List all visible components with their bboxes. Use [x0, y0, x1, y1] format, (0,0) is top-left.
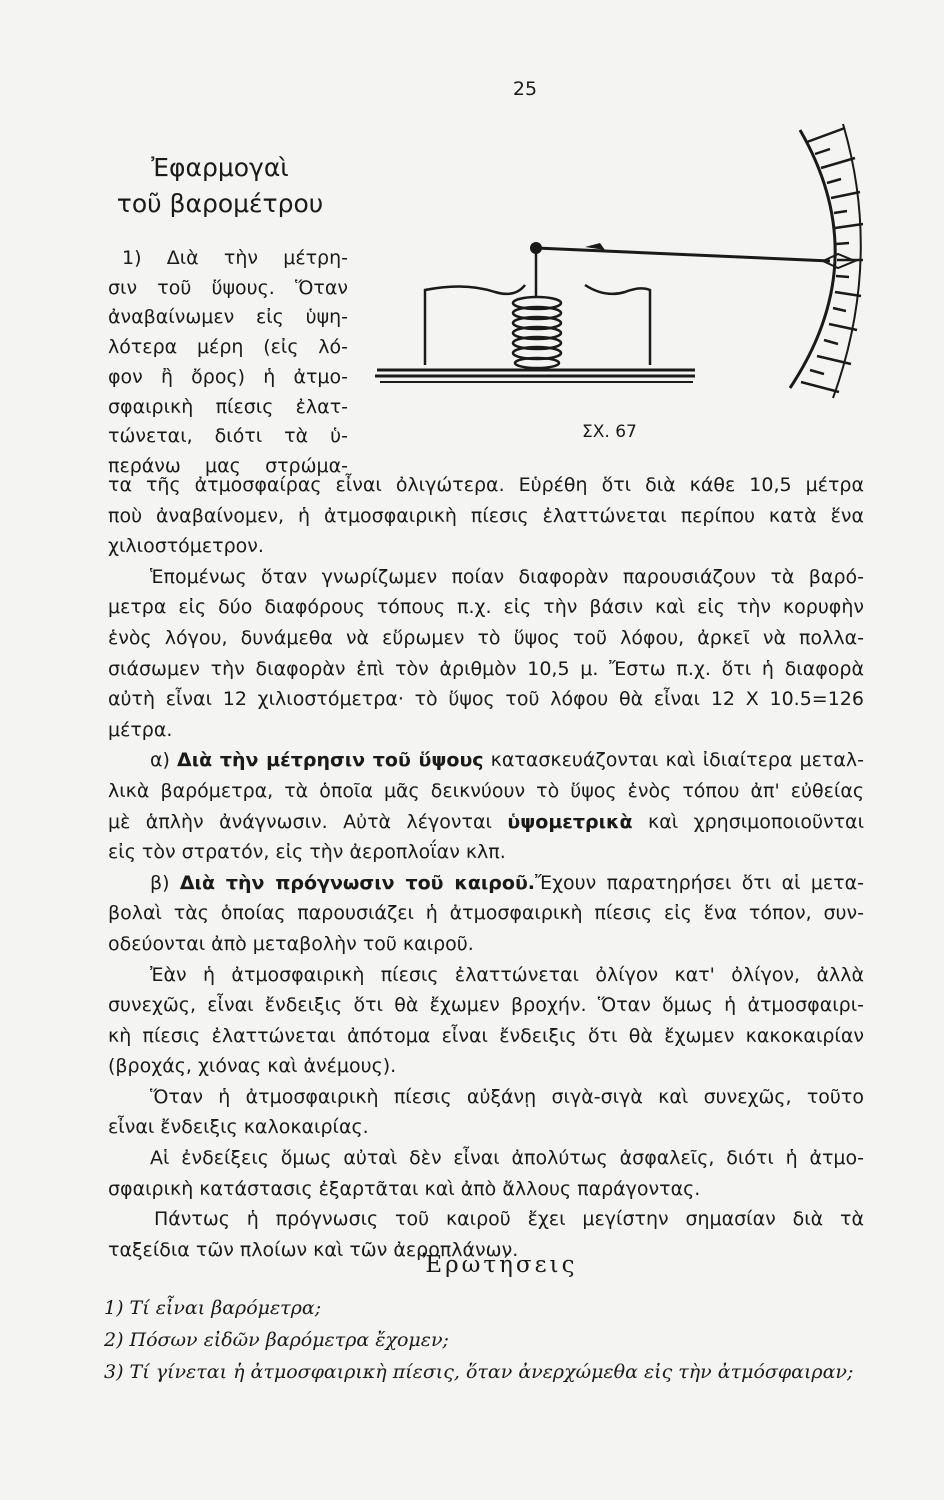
- section-a-prefix: α): [150, 749, 178, 772]
- aneroid-barometer-figure: [355, 120, 875, 450]
- text-line: φον ἢ ὄρος) ἡ ἀτμο-: [108, 365, 348, 388]
- text-line: 1) Διὰ τὴν μέτρη-: [122, 247, 348, 269]
- text-line: ἀναβαίνωμεν εἰς ὑψη-: [108, 306, 348, 329]
- questions-list: [104, 1292, 854, 1388]
- question-item: 2) Πόσων εἰδῶν βαρόμετρα ἔχομεν;: [104, 1329, 449, 1351]
- section-b-heading: Διὰ τὴν πρόγνωσιν τοῦ καιροῦ.: [179, 871, 536, 894]
- figure-caption: ΣΧ. 67: [582, 422, 637, 442]
- text-line: κὴ πίεσις ἐλαττώνεται ἀπότομα εἶναι ἔνδειξις ὅτι θὰ ἔχωμεν κακοκαιρίαν: [108, 1024, 864, 1047]
- text-line: συνεχῶς, εἶναι ἔνδειξις ὅτι θὰ ἔχωμεν βροχήν. Ὅταν ὅμως ἡ ἀτμοσφαιρι-: [108, 994, 864, 1017]
- text-line: λότερα μέρη (εἰς λό-: [108, 336, 348, 359]
- question-item: 1) Τί εἶναι βαρόμετρα;: [104, 1297, 322, 1319]
- main-text: [108, 470, 864, 1265]
- text-line: Ἑπομένως ὅταν γνωρίζωμεν ποίαν διαφορὰν παρουσιάζουν τὰ βαρό-: [150, 565, 864, 588]
- text-line: Πάντως ἡ πρόγνωσις τοῦ καιροῦ ἔχει μεγίστην σημασίαν διὰ τὰ: [154, 1208, 864, 1231]
- questions-heading: Ἐρωτήσεις: [422, 1252, 578, 1278]
- title-line-2: τοῦ βαρομέτρου: [116, 189, 324, 218]
- text-line: [108, 807, 864, 838]
- title-line-1: Ἐφαρμογαὶ: [151, 153, 289, 182]
- altimeter-term: ὑψομετρικὰ: [507, 810, 633, 833]
- text-line: εἰς τὸν στρατόν, εἰς τὴν ἀεροπλοΐαν κλπ.: [108, 841, 506, 864]
- text-line: (βροχάς, χιόνας καὶ ἀνέμους).: [108, 1055, 397, 1078]
- text-line: χιλιοστόμετρον.: [108, 535, 264, 558]
- text-line: τα τῆς ἀτμοσφαίρας εἶναι ὀλιγώτερα. Εὑρέθη ὅτι διὰ κάθε 10,5 μέτρα: [108, 474, 864, 496]
- section-a-text: μὲ ἁπλὴν ἀνάγνωσιν. Αὐτὰ λέγονται: [108, 810, 508, 833]
- text-line: σφαιρικὴ πίεσις ἐλατ-: [108, 395, 348, 418]
- text-line: μετρα εἰς δύο διαφόρους τόπους π.χ. εἰς τὴν βάσιν καὶ εἰς τὴν κορυφὴν: [108, 596, 864, 619]
- text-line: σιν τοῦ ὕψους. Ὅταν: [108, 276, 348, 299]
- text-line: Ὅταν ἡ ἀτμοσφαιρικὴ πίεσις αὐξάνῃ σιγὰ-σιγὰ καὶ συνεχῶς, τοῦτο: [150, 1085, 864, 1108]
- section-b-text: Ἔχουν παρατηρήσει ὅτι αἱ μετα-: [535, 871, 865, 894]
- section-title: [95, 150, 345, 222]
- text-line: μέτρα.: [108, 718, 173, 741]
- page-number: 25: [512, 78, 538, 100]
- text-line: περάνω μας στρώμα-: [108, 454, 348, 477]
- text-line: Ἐὰν ἡ ἀτμοσφαιρικὴ πίεσις ἐλαττώνεται ὀλίγον κατ' ὀλίγον, ἀλλὰ: [150, 963, 864, 986]
- intro-paragraph: [108, 244, 348, 482]
- text-line: εἶναι ἔνδειξις καλοκαιρίας.: [108, 1116, 369, 1139]
- text-line: οδεύονται ἀπὸ μεταβολὴν τοῦ καιροῦ.: [108, 932, 474, 955]
- text-line: τώνεται, διότι τὰ ὑ-: [108, 425, 348, 448]
- section-b-prefix: β): [150, 871, 180, 894]
- text-line: βολαὶ τὰς ὁποίας παρουσιάζει ἡ ἀτμοσφαιρικὴ πίεσις εἰς ἕνα τόπον, συν-: [108, 902, 864, 925]
- text-line: σφαιρικὴ κατάστασις ἐξαρτᾶται καὶ ἀπὸ ἄλλους παράγοντας.: [108, 1177, 701, 1200]
- section-a-heading: Διὰ τὴν μέτρησιν τοῦ ὕψους: [177, 749, 484, 772]
- text-line: [108, 745, 864, 776]
- text-line: λικὰ βαρόμετρα, τὰ ὁποῖα μᾶς δεικνύουν τὸ ὕψος ἑνὸς τόπου ἀπ' εὐθείας: [108, 779, 864, 802]
- question-item: 3) Τί γίνεται ἡ ἀτμοσφαιρικὴ πίεσις, ὅταν ἀνερχώμεθα εἰς τὴν ἀτμόσφαιραν;: [104, 1361, 854, 1383]
- text-line: σιάσωμεν τὴν διαφορὰν ἐπὶ τὸν ἀριθμὸν 10,5 μ. Ἔστω π.χ. ὅτι ἡ διαφορὰ: [108, 657, 864, 680]
- text-line: αὐτὴ εἶναι 12 χιλιοστόμετρα· τὸ ὕψος τοῦ λόφου θὰ εἶναι 12 X 10.5=126: [108, 688, 864, 711]
- text-line: Αἱ ἐνδείξεις ὅμως αὐταὶ δὲν εἶναι ἀπολύτως ἀσφαλεῖς, διότι ἡ ἀτμο-: [150, 1147, 864, 1170]
- section-a-text: κατασκευάζονται καὶ ἰδιαίτερα μεταλ-: [483, 749, 864, 772]
- text-line: ποὺ ἀναβαίνομεν, ἡ ἀτμοσφαιρικὴ πίεσις ἐλαττώνεται περίπου κατὰ ἕνα: [108, 504, 864, 527]
- text-line: [108, 868, 864, 899]
- section-a-text: καὶ χρησιμοποιοῦνται: [632, 810, 864, 833]
- text-line: ταξείδια τῶν πλοίων καὶ τῶν ἀεροπλάνων.: [108, 1238, 519, 1261]
- text-line: ἑνὸς λόγου, δυνάμεθα νὰ εὕρωμεν τὸ ὕψος τοῦ λόφου, ἀρκεῖ νὰ πολλα-: [108, 626, 864, 649]
